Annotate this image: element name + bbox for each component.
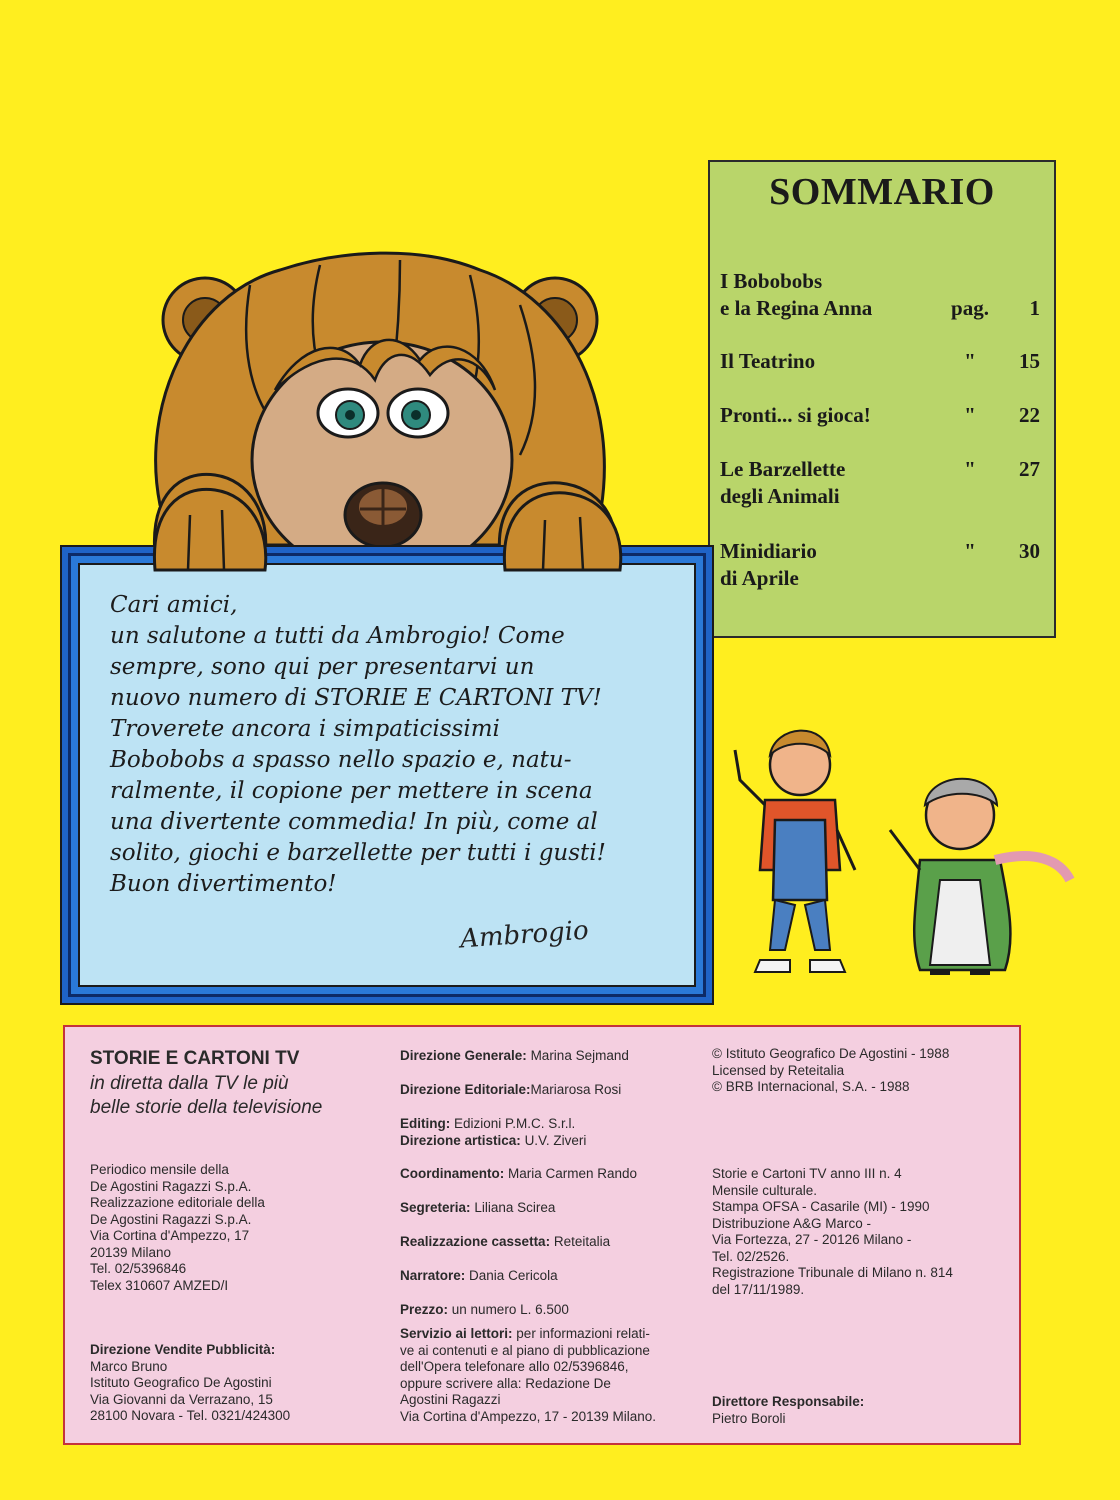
publisher-line: Tel. 02/5396846 (90, 1261, 187, 1276)
servizio-line: Via Cortina d'Ampezzo, 17 - 20139 Milano. (400, 1408, 656, 1424)
magazine-subtitle-line: belle storie della televisione (90, 1097, 323, 1118)
info-line: Storie e Cartoni TV anno III n. 4 (712, 1166, 902, 1181)
toc-item (720, 348, 1040, 378)
credit-label: Direzione Editoriale: (400, 1082, 531, 1097)
sommario-box (708, 160, 1056, 638)
magazine-subtitle (90, 1072, 322, 1120)
toc-item-title: Minidiario di Aprile (720, 539, 817, 590)
publisher-line: De Agostini Ragazzi S.p.A. (90, 1178, 252, 1194)
info-line: Registrazione Tribunale di Milano n. 814 (712, 1265, 953, 1280)
info-line: Via Fortezza, 27 - 20126 Milano - (712, 1232, 912, 1247)
ads-line: 28100 Novara - Tel. 0321/424300 (90, 1408, 291, 1423)
direttore-value: Pietro Boroli (712, 1410, 786, 1426)
credit-label: Coordinamento: (400, 1166, 505, 1181)
toc-item-mark: " (964, 457, 976, 481)
credit-coordinamento (400, 1166, 637, 1183)
credit-label: Segreteria: (400, 1200, 471, 1215)
publisher-line: Telex 310607 AMZED/I (90, 1277, 229, 1293)
credit-value: Marina Sejmand (530, 1048, 629, 1063)
credit-segreteria (400, 1200, 555, 1217)
credit-value: Dania Cericola (469, 1268, 558, 1283)
credit-label: Servizio ai lettori: (400, 1326, 513, 1341)
copyright-block (712, 1046, 949, 1096)
info-line: Distribuzione A&G Marco - (712, 1215, 872, 1231)
publication-info-block (712, 1166, 953, 1298)
credit-label: Realizzazione cassetta: (400, 1234, 551, 1249)
credit-narratore (400, 1268, 558, 1285)
publisher-line: Periodico mensile della (90, 1162, 229, 1177)
direttore-block (712, 1394, 864, 1427)
credit-cassetta (400, 1234, 610, 1251)
letter-line: Troverete ancora i simpaticissimi (110, 716, 500, 742)
toc-item (720, 268, 1040, 324)
credit-value: Maria Carmen Rando (508, 1166, 638, 1181)
magazine-title: STORIE E CARTONI TV (90, 1048, 300, 1069)
ads-line: Istituto Geografico De Agostini (90, 1375, 272, 1390)
credit-label: Direzione artistica: (400, 1132, 521, 1148)
toc-item-mark: " (964, 539, 976, 563)
toc-item (720, 456, 1040, 512)
copyright-line: © BRB Internacional, S.A. - 1988 (712, 1079, 910, 1094)
letter-line: sempre, sono qui per presentarvi un (110, 654, 535, 680)
credit-dir-generale (400, 1048, 629, 1065)
letter-line: Bobobobs a spasso nello spazio e, natu- (110, 747, 572, 773)
credit-value: Reteitalia (553, 1234, 611, 1249)
publisher-block (90, 1162, 265, 1294)
servizio-line: dell'Opera telefonare allo 02/5396846, (400, 1359, 629, 1374)
info-line: Mensile culturale. (712, 1182, 818, 1198)
toc-item-page: 30 (1019, 539, 1040, 563)
letter-line: ralmente, il copione per mettere in scena (110, 778, 593, 804)
credit-value: Liliana Scirea (474, 1200, 556, 1215)
credit-dir-editoriale (400, 1082, 621, 1099)
publisher-line: 20139 Milano (90, 1244, 172, 1260)
ads-line: Marco Bruno (90, 1358, 168, 1374)
letter-text (110, 590, 670, 900)
toc-item-page: 27 (1019, 457, 1040, 481)
info-line: Tel. 02/2526. (712, 1248, 790, 1264)
magazine-subtitle-line: in diretta dalla TV le più (90, 1073, 289, 1094)
toc-item-mark: pag. (951, 296, 989, 320)
letter-line: Buon divertimento! (110, 871, 337, 897)
toc-item-page: 1 (1029, 296, 1040, 320)
bear-paws-front-illustration (150, 470, 630, 580)
publisher-line: Via Cortina d'Ampezzo, 17 (90, 1228, 250, 1243)
servizio-line: ve ai contenuti e al piano di pubblicazione (400, 1342, 650, 1358)
credit-value: U.V. Ziveri (524, 1132, 587, 1148)
toc-item-page: 22 (1019, 403, 1040, 427)
servizio-line: Agostini Ragazzi (400, 1392, 501, 1407)
toc-item-mark: " (964, 349, 976, 373)
info-line: Stampa OFSA - Casarile (MI) - 1990 (712, 1199, 930, 1214)
credit-label: Prezzo: (400, 1302, 449, 1317)
info-line: del 17/11/1989. (712, 1281, 805, 1297)
toc-item-mark: " (964, 403, 976, 427)
credit-prezzo (400, 1302, 569, 1319)
credit-servizio (400, 1326, 656, 1425)
ads-block (90, 1342, 290, 1425)
letter-line: un salutone a tutti da Ambrogio! Come (110, 623, 565, 649)
credit-value: Edizioni P.M.C. S.r.l. (454, 1116, 576, 1131)
letter-line: Cari amici, (110, 592, 238, 618)
toc-item-title: Pronti... si gioca! (720, 403, 871, 427)
credit-label: Editing: (400, 1116, 451, 1131)
letter-line: nuovo numero di STORIE E CARTONI TV! (110, 685, 602, 711)
publisher-line: Realizzazione editoriale della (90, 1195, 265, 1210)
credit-value: Mariarosa Rosi (530, 1082, 622, 1097)
copyright-line: Licensed by Reteitalia (712, 1062, 845, 1078)
toc-item-title: Le Barzellette degli Animali (720, 457, 846, 508)
toc-item (720, 538, 1040, 594)
toc-item-title: Il Teatrino (720, 349, 816, 373)
letter-line: solito, giochi e barzellette per tutti i gusti! (110, 840, 606, 866)
direttore-label: Direttore Responsabile: (712, 1394, 865, 1409)
toc-item-page: 15 (1019, 349, 1040, 373)
credit-editing (400, 1116, 586, 1149)
credit-value: un numero L. 6.500 (451, 1302, 569, 1317)
servizio-line: oppure scrivere alla: Redazione De (400, 1375, 611, 1391)
letter-line: una divertente commedia! In più, come al (110, 809, 598, 835)
characters-illustration (715, 710, 1085, 1010)
toc-item-title: I Bobobobs e la Regina Anna (720, 269, 873, 320)
signature: Ambrogio (459, 915, 590, 955)
publisher-line: De Agostini Ragazzi S.p.A. (90, 1211, 252, 1227)
credit-label: Direzione Generale: (400, 1048, 527, 1063)
credit-label: Narratore: (400, 1268, 466, 1283)
credit-value: per informazioni relati- (516, 1326, 650, 1341)
copyright-line: © Istituto Geografico De Agostini - 1988 (712, 1046, 950, 1061)
ads-label: Direzione Vendite Pubblicità: (90, 1342, 276, 1357)
sommario-title: SOMMARIO (769, 171, 995, 213)
toc-item (720, 402, 1040, 432)
ads-line: Via Giovanni da Verrazano, 15 (90, 1391, 273, 1407)
